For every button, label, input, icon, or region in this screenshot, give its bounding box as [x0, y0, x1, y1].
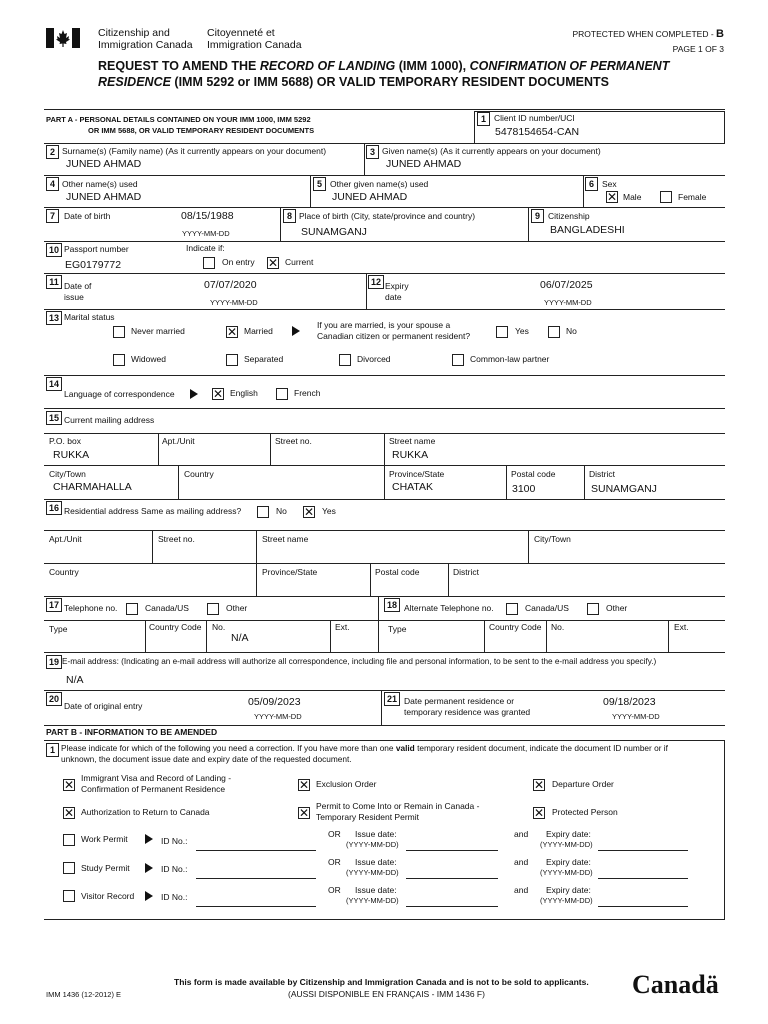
po-box-label: P.O. box: [49, 436, 81, 446]
part-a-heading-2: OR IMM 5688, OR VALID TEMPORARY RESIDENT DOCUMENTS: [88, 126, 315, 135]
arc-label: Authorization to Return to Canada: [81, 807, 210, 817]
permit-label-1: Permit to Come Into or Remain in Canada -: [316, 801, 480, 811]
street-name-input[interactable]: RUKKA: [392, 449, 429, 461]
res-country-label: Country: [49, 567, 79, 577]
res-city-label: City/Town: [534, 534, 571, 544]
street-name-label: Street name: [389, 436, 436, 446]
language-label: Language of correspondence: [64, 389, 175, 399]
indicate-if-label: Indicate if:: [186, 243, 225, 253]
tel-no-input[interactable]: N/A: [231, 632, 249, 644]
surname-label: Surname(s) (Family name) (As it currently appears on your document): [62, 146, 327, 156]
study-issue-format: (YYYY-MM-DD): [346, 868, 399, 877]
expiry-format: YYYY-MM-DD: [544, 298, 592, 307]
part-b-heading: PART B - INFORMATION TO BE AMENDED: [46, 727, 218, 737]
on-entry-checkbox[interactable]: [203, 257, 215, 269]
po-box-input[interactable]: RUKKA: [53, 449, 90, 461]
email-input[interactable]: N/A: [66, 674, 84, 686]
mailing-address-label: Current mailing address: [64, 415, 155, 425]
study-id-label: ID No.:: [161, 864, 188, 874]
work-or-label: OR: [328, 829, 341, 839]
visitor-and-label: and: [514, 885, 529, 895]
common-law-label: Common-law partner: [470, 354, 550, 364]
res-province-label: Province/State: [262, 567, 318, 577]
footer-french: (AUSSI DISPONIBLE EN FRANÇAIS - IMM 1436 F): [288, 989, 485, 999]
study-permit-checkbox[interactable]: [63, 862, 75, 874]
issue-date-label-2: issue: [64, 292, 84, 302]
visitor-expiry-label: Expiry date:: [546, 885, 591, 895]
apt-unit-label: Apt./Unit: [162, 436, 195, 446]
work-issue-input[interactable]: [406, 850, 498, 851]
spouse-yes-label: Yes: [515, 326, 529, 336]
form-id: IMM 1436 (12-2012) E: [46, 990, 122, 999]
residential-no-label: No: [276, 506, 287, 516]
alt-ext-label: Ext.: [674, 622, 689, 632]
study-expiry-label: Expiry date:: [546, 857, 591, 867]
spouse-question-2: Canadian citizen or permanent resident?: [317, 331, 471, 341]
res-street-no-label: Street no.: [158, 534, 195, 544]
issue-date-input[interactable]: 07/07/2020: [204, 279, 257, 291]
married-label: Married: [244, 326, 273, 336]
tel-canada-us-label: Canada/US: [145, 603, 189, 613]
alt-no-label: No.: [551, 622, 565, 632]
city-input[interactable]: CHARMAHALLA: [53, 481, 132, 493]
french-checkbox[interactable]: [276, 388, 288, 400]
given-name-input[interactable]: JUNED AHMAD: [386, 158, 462, 170]
work-id-label: ID No.:: [161, 836, 188, 846]
pr-granted-input[interactable]: 09/18/2023: [603, 696, 656, 708]
work-expiry-format: (YYYY-MM-DD): [540, 840, 593, 849]
part-b-intro-1: Please indicate for which of the following you need a correction. If you have more than one valid temporary resident document, indicate the document ID number or if: [61, 743, 668, 753]
study-permit-label: Study Permit: [81, 863, 130, 873]
permit-label-2: Temporary Resident Permit: [316, 812, 419, 822]
separated-label: Separated: [244, 354, 284, 364]
res-apt-label: Apt./Unit: [49, 534, 82, 544]
protected-label: PROTECTED WHEN COMPLETED - B: [572, 28, 724, 40]
street-no-label: Street no.: [275, 436, 312, 446]
immigrant-visa-label-1: Immigrant Visa and Record of Landing -: [81, 773, 232, 783]
marital-label: Marital status: [64, 312, 115, 322]
other-names-input[interactable]: JUNED AHMAD: [66, 191, 142, 203]
tel-ccode-label: Country Code: [149, 622, 202, 632]
visitor-record-label: Visitor Record: [81, 891, 135, 901]
pob-input[interactable]: SUNAMGANJ: [301, 226, 367, 238]
study-id-input[interactable]: [196, 878, 316, 879]
issue-date-format: YYYY-MM-DD: [210, 298, 258, 307]
res-district-label: District: [453, 567, 479, 577]
spouse-no-label: No: [566, 326, 577, 336]
visitor-expiry-format: (YYYY-MM-DD): [540, 896, 593, 905]
alt-other-label: Other: [606, 603, 628, 613]
tel-other-label: Other: [226, 603, 248, 613]
current-label: Current: [285, 257, 314, 267]
english-label: English: [230, 388, 258, 398]
form-title-line-1: REQUEST TO AMEND THE RECORD OF LANDING (IMM 1000), CONFIRMATION OF PERMANENT: [98, 59, 670, 73]
other-names-label: Other name(s) used: [62, 179, 138, 189]
alt-telephone-label: Alternate Telephone no.: [404, 603, 494, 613]
sex-male-label: Male: [623, 192, 642, 202]
alt-type-label: Type: [388, 624, 407, 634]
widowed-checkbox[interactable]: [113, 354, 125, 366]
study-issue-input[interactable]: [406, 878, 498, 879]
visitor-id-input[interactable]: [196, 906, 316, 907]
sex-female-checkbox[interactable]: [660, 191, 672, 203]
arrow-icon: [190, 389, 198, 399]
residential-yes-label: Yes: [322, 506, 336, 516]
residential-yes-checkbox[interactable]: ✕: [304, 505, 315, 519]
expiry-label-1: Expiry: [385, 281, 409, 291]
arrow-icon: [145, 834, 153, 844]
pr-granted-label-2: temporary residence was granted: [404, 707, 531, 717]
work-id-input[interactable]: [196, 850, 316, 851]
alt-ccode-label: Country Code: [489, 622, 542, 632]
widowed-label: Widowed: [131, 354, 166, 364]
province-input[interactable]: CHATAK: [392, 481, 434, 493]
spouse-no-checkbox[interactable]: [548, 326, 560, 338]
sex-label: Sex: [602, 179, 617, 189]
exclusion-order-label: Exclusion Order: [316, 779, 377, 789]
visitor-issue-label: Issue date:: [355, 885, 397, 895]
visitor-or-label: OR: [328, 885, 341, 895]
canada-flag-logo: [46, 28, 80, 48]
alt-canada-us-checkbox[interactable]: [506, 603, 518, 615]
email-label: E-mail address: (Indicating an e-mail address will authorize all correspondence, including file and personal information, to be sent to the e-mail address you specify.): [62, 657, 657, 666]
work-issue-format: (YYYY-MM-DD): [346, 840, 399, 849]
dob-input[interactable]: 08/15/1988: [181, 210, 234, 222]
divorced-label: Divorced: [357, 354, 391, 364]
other-given-input[interactable]: JUNED AHMAD: [332, 191, 408, 203]
protected-person-label: Protected Person: [552, 807, 618, 817]
visitor-id-label: ID No.:: [161, 892, 188, 902]
study-expiry-format: (YYYY-MM-DD): [540, 868, 593, 877]
surname-input[interactable]: JUNED AHMAD: [66, 158, 142, 170]
arrow-icon: [145, 891, 153, 901]
tel-type-label: Type: [49, 624, 68, 634]
expiry-input[interactable]: 06/07/2025: [540, 279, 593, 291]
arrow-icon: [292, 326, 300, 336]
visitor-issue-input[interactable]: [406, 906, 498, 907]
protected-person-checkbox[interactable]: ✕: [534, 806, 545, 820]
permit-checkbox[interactable]: ✕: [299, 806, 310, 820]
alt-other-checkbox[interactable]: [587, 603, 599, 615]
spouse-question-1: If you are married, is your spouse a: [317, 320, 451, 330]
french-label: French: [294, 388, 321, 398]
client-id-input[interactable]: 5478154654-CAN: [495, 126, 580, 138]
arc-checkbox[interactable]: ✕: [64, 806, 75, 820]
tel-ext-label: Ext.: [335, 622, 350, 632]
telephone-label: Telephone no.: [64, 603, 118, 613]
immigrant-visa-checkbox[interactable]: ✕: [64, 778, 75, 792]
study-and-label: and: [514, 857, 529, 867]
tel-no-label: No.: [212, 622, 226, 632]
study-expiry-input[interactable]: [598, 878, 688, 879]
other-given-label: Other given name(s) used: [330, 179, 429, 189]
postal-label: Postal code: [511, 469, 556, 479]
dept-en-2: Immigration Canada: [98, 39, 193, 51]
page-number: PAGE 1 OF 3: [672, 44, 724, 54]
canada-wordmark-logo: Canadä: [632, 970, 719, 999]
dept-fr-2: Immigration Canada: [207, 39, 302, 51]
dob-format: YYYY-MM-DD: [182, 229, 230, 238]
residential-no-checkbox[interactable]: [257, 506, 269, 518]
expiry-label-2: date: [385, 292, 402, 302]
visitor-issue-format: (YYYY-MM-DD): [346, 896, 399, 905]
arrow-icon: [145, 863, 153, 873]
client-id-label: Client ID number/UCI: [494, 113, 575, 123]
tel-canada-us-checkbox[interactable]: [126, 603, 138, 615]
res-postal-label: Postal code: [375, 567, 420, 577]
passport-input[interactable]: EG0179772: [65, 259, 122, 271]
departure-order-label: Departure Order: [552, 779, 614, 789]
original-entry-format: YYYY-MM-DD: [254, 712, 302, 721]
footer-notice: This form is made available by Citizenship and Immigration Canada and is not to be sold to applicants.: [174, 977, 589, 987]
part-a-heading-1: PART A - PERSONAL DETAILS CONTAINED ON YOUR IMM 1000, IMM 5292: [46, 115, 311, 124]
district-label: District: [589, 469, 615, 479]
sex-male-checkbox[interactable]: ✕: [607, 190, 618, 204]
dept-en-1: Citizenship and: [98, 27, 170, 39]
separated-checkbox[interactable]: [226, 354, 238, 366]
work-expiry-input[interactable]: [598, 850, 688, 851]
citizenship-input[interactable]: BANGLADESHI: [550, 224, 625, 236]
sex-female-label: Female: [678, 192, 707, 202]
common-law-checkbox[interactable]: [452, 354, 464, 366]
pr-granted-label-1: Date permanent residence or: [404, 696, 515, 706]
study-or-label: OR: [328, 857, 341, 867]
visitor-expiry-input[interactable]: [598, 906, 688, 907]
passport-label: Passport number: [64, 244, 129, 254]
given-name-label: Given name(s) (As it currently appears on your document): [382, 146, 601, 156]
residential-label: Residential address Same as mailing address?: [64, 506, 242, 516]
work-and-label: and: [514, 829, 529, 839]
immigrant-visa-label-2: Confirmation of Permanent Residence: [81, 784, 226, 794]
original-entry-input[interactable]: 05/09/2023: [248, 696, 301, 708]
work-issue-label: Issue date:: [355, 829, 397, 839]
country-label: Country: [184, 469, 214, 479]
part-b-intro-2: unknown, the document issue date and expiry date of the requested document.: [61, 754, 352, 764]
res-street-name-label: Street name: [262, 534, 309, 544]
citizenship-label: Citizenship: [548, 211, 590, 221]
work-expiry-label: Expiry date:: [546, 829, 591, 839]
never-married-checkbox[interactable]: [113, 326, 125, 338]
tel-other-checkbox[interactable]: [207, 603, 219, 615]
dob-label: Date of birth: [64, 211, 111, 221]
departure-order-checkbox[interactable]: ✕: [534, 778, 545, 792]
district-input[interactable]: SUNAMGANJ: [591, 483, 657, 495]
work-permit-checkbox[interactable]: [63, 834, 75, 846]
divorced-checkbox[interactable]: [339, 354, 351, 366]
spouse-yes-checkbox[interactable]: [496, 326, 508, 338]
issue-date-label-1: Date of: [64, 281, 92, 291]
pr-granted-format: YYYY-MM-DD: [612, 712, 660, 721]
english-checkbox[interactable]: ✕: [213, 387, 224, 401]
married-checkbox[interactable]: ✕: [227, 325, 238, 339]
form-title-line-2: RESIDENCE (IMM 5292 or IMM 5688) OR VALID TEMPORARY RESIDENT DOCUMENTS: [98, 75, 609, 89]
dept-fr-1: Citoyenneté et: [207, 27, 275, 39]
work-permit-label: Work Permit: [81, 834, 128, 844]
province-label: Province/State: [389, 469, 445, 479]
on-entry-label: On entry: [222, 257, 255, 267]
visitor-record-checkbox[interactable]: [63, 890, 75, 902]
postal-input[interactable]: 3100: [512, 483, 536, 495]
pob-label: Place of birth (City, state/province and country): [299, 211, 476, 221]
never-married-label: Never married: [131, 326, 185, 336]
current-checkbox[interactable]: ✕: [268, 256, 279, 270]
exclusion-order-checkbox[interactable]: ✕: [299, 778, 310, 792]
alt-canada-us-label: Canada/US: [525, 603, 569, 613]
study-issue-label: Issue date:: [355, 857, 397, 867]
city-label: City/Town: [49, 469, 86, 479]
original-entry-label: Date of original entry: [64, 701, 143, 711]
